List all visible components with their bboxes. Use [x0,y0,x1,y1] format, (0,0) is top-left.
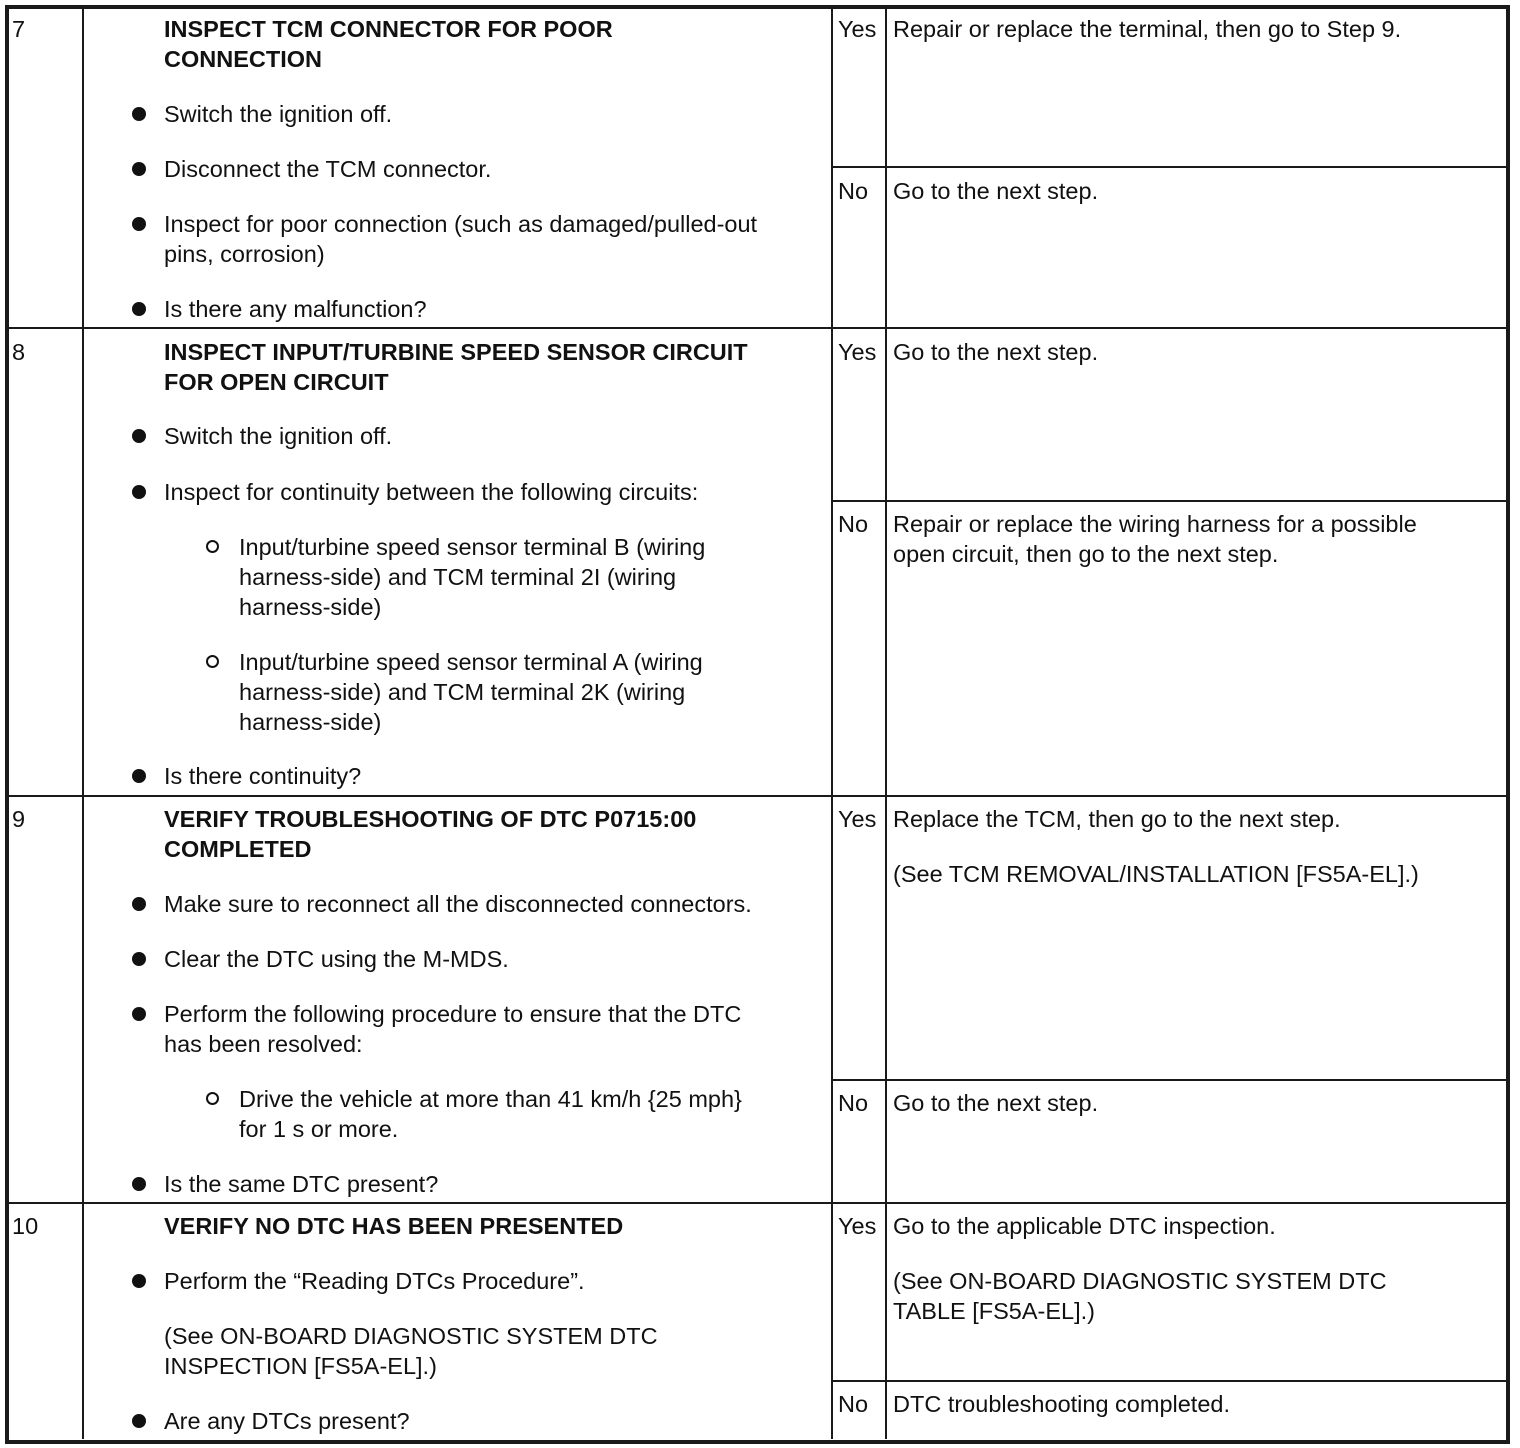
step-item: Is there any malfunction? [164,296,427,322]
step-number: 10 [12,1213,39,1239]
bullet-icon [132,1007,146,1021]
step-title: VERIFY NO DTC HAS BEEN PRESENTED [164,1213,624,1239]
no-label: No [838,511,869,537]
yes-result: Repair or replace the terminal, then go to Step 9. [893,16,1402,42]
step-item: Inspect for poor connection (such as damaged/pulled-out [164,211,758,237]
step-subitem: for 1 s or more. [239,1116,399,1142]
no-result: open circuit, then go to the next step. [893,541,1279,567]
step-item: Switch the ignition off. [164,101,393,127]
step-subitem: Input/turbine speed sensor terminal A (wiring [239,649,703,675]
step-item: Make sure to reconnect all the disconnected connectors. [164,891,752,917]
no-label: No [838,1391,869,1417]
divider-result-col [885,7,887,1439]
bullet-icon [132,1414,146,1428]
step-subitem: Drive the vehicle at more than 41 km/h {25 mph} [239,1086,742,1112]
yesno-divider-step-10 [831,1380,1506,1382]
row-divider-8-9 [7,795,1506,797]
step-title: INSPECT TCM CONNECTOR FOR POOR [164,16,613,42]
step-item: Inspect for continuity between the following circuits: [164,479,699,505]
bullet-icon [132,485,146,499]
step-item: INSPECTION [FS5A-EL].) [164,1353,437,1379]
bullet-icon [132,217,146,231]
step-item: Perform the “Reading DTCs Procedure”. [164,1268,585,1294]
step-item: Are any DTCs present? [164,1408,410,1434]
step-subitem: harness-side) [239,709,382,735]
yes-label: Yes [838,806,877,832]
step-number: 9 [12,806,26,832]
no-label: No [838,1090,869,1116]
step-item: Perform the following procedure to ensure that the DTC [164,1001,742,1027]
no-result: Go to the next step. [893,1090,1099,1116]
no-result: DTC troubleshooting completed. [893,1391,1231,1417]
bullet-icon [132,1177,146,1191]
bullet-icon [132,952,146,966]
sub-bullet-icon [206,655,219,668]
yesno-divider-step-9 [831,1079,1506,1081]
step-item: pins, corrosion) [164,241,325,267]
row-divider-9-10 [7,1202,1506,1204]
divider-step-col [82,7,84,1439]
step-item: (See ON-BOARD DIAGNOSTIC SYSTEM DTC [164,1323,658,1349]
step-number: 8 [12,339,26,365]
step-item: Disconnect the TCM connector. [164,156,492,182]
sub-bullet-icon [206,540,219,553]
yes-label: Yes [838,339,877,365]
bullet-icon [132,302,146,316]
step-title: VERIFY TROUBLESHOOTING OF DTC P0715:00 [164,806,697,832]
yes-reference: (See ON-BOARD DIAGNOSTIC SYSTEM DTC [893,1268,1387,1294]
yes-result: Replace the TCM, then go to the next step. [893,806,1341,832]
step-title: FOR OPEN CIRCUIT [164,369,389,395]
sub-bullet-icon [206,1092,219,1105]
divider-yesno-col [831,7,833,1439]
bullet-icon [132,897,146,911]
step-title: CONNECTION [164,46,322,72]
step-item: Is there continuity? [164,763,362,789]
step-subitem: harness-side) and TCM terminal 2I (wiring [239,564,677,590]
row-divider-7-8 [7,327,1506,329]
yes-reference: TABLE [FS5A-EL].) [893,1298,1095,1324]
step-title: INSPECT INPUT/TURBINE SPEED SENSOR CIRCUIT [164,339,748,365]
step-subitem: harness-side) and TCM terminal 2K (wiring [239,679,686,705]
step-subitem: Input/turbine speed sensor terminal B (wiring [239,534,706,560]
bullet-icon [132,107,146,121]
step-number: 7 [12,16,26,42]
step-title: COMPLETED [164,836,312,862]
yes-reference: (See TCM REMOVAL/INSTALLATION [FS5A-EL].) [893,861,1419,887]
no-result: Go to the next step. [893,178,1099,204]
step-item: Is the same DTC present? [164,1171,439,1197]
yes-result: Go to the next step. [893,339,1099,365]
yes-label: Yes [838,1213,877,1239]
step-item: Switch the ignition off. [164,423,393,449]
bullet-icon [132,769,146,783]
yesno-divider-step-8 [831,500,1506,502]
bullet-icon [132,162,146,176]
yes-label: Yes [838,16,877,42]
no-result: Repair or replace the wiring harness for a possible [893,511,1417,537]
step-subitem: harness-side) [239,594,382,620]
step-item: Clear the DTC using the M-MDS. [164,946,509,972]
no-label: No [838,178,869,204]
bullet-icon [132,429,146,443]
yes-result: Go to the applicable DTC inspection. [893,1213,1276,1239]
yesno-divider-step-7 [831,166,1506,168]
bullet-icon [132,1274,146,1288]
step-item: has been resolved: [164,1031,363,1057]
